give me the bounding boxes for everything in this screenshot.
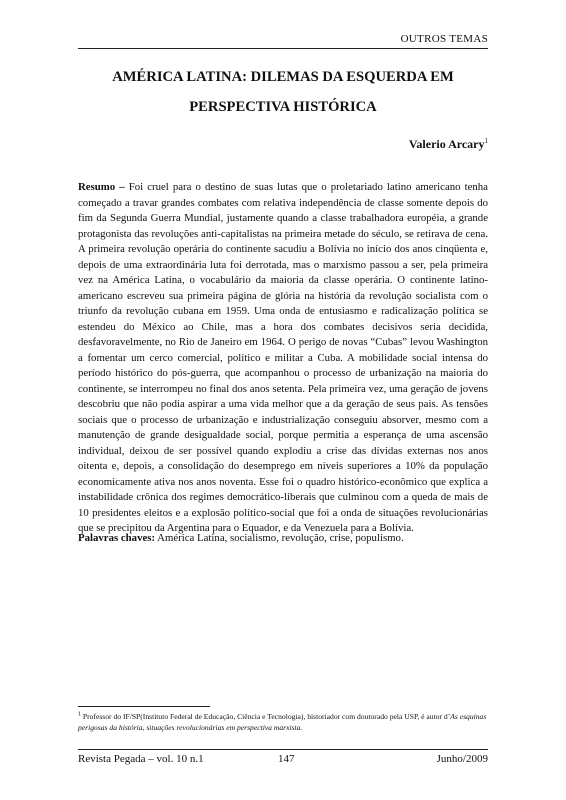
- keywords-text: América Latina, socialismo, revolução, crise, populismo.: [155, 532, 404, 544]
- keywords-label: Palavras chaves:: [78, 532, 156, 544]
- abstract: [78, 180, 488, 537]
- author-footnote-marker[interactable]: 1: [484, 137, 488, 145]
- footnote-marker: 1: [78, 711, 81, 718]
- footnote-text: Professor do IF/SP(Instituto Federal de Educação, Ciência e Tecnologia), historiador com doutorado pela USP, é autor d’: [81, 712, 451, 721]
- abstract-text: Foi cruel para o destino de suas lutas que o proletariado latino americano tenha começado a travar grandes combates com relativa independência de classe somente depois do fim da Segunda Guerra Mundial, justamente quando a classe trabalhadora européia, a grande protagonista das revoluções anti-capitalistas na primeira metade do século, se retirava de cena. A primeira revolução operária do continente sacudiu a Bolívia no início dos anos cinqüenta e, depois de uma extraordinária luta foi derrotada, mas o marxismo passou a ser, pela primeira vez na América Latina, o vocabulário da maioria da classe operária. O continente latino-americano escreveu sua primeira página de glória na história da revolução socialista com o triunfo da revolução cubana em 1959. Uma onda de entusiasmo e radicalização política se estendeu do México ao Chile, mas a hora dos combates decisivos seria decidida, desfavoravelmente, no Rio de Janeiro em 1964. O perigo de novas “Cubas” levou Washington a fomentar um cerco comercial, político e militar a Cuba. A mobilidade social intensa do período histórico do pós-guerra, que acompanhou o processo de urbanização na maioria do continente, se interrompeu no final dos anos setenta. Pela primeira vez, uma geração de jovens descobriu que não podia aspirar a uma vida melhor que a da geração de seus pais. As tensões sociais que o processo de urbanização e industrialização conseguiu absorver, mesmo com a manutenção de grande desigualdade social, porque permitia a esperança de uma ascensão individual, deixou de ser possível quando explodiu a crise das dívidas externas nos anos oitenta e, depois, a consolidação do desemprego em níveis superiores a 10% da população economicamente ativa nos anos noventa. Esse foi o quadro histórico-econômico que explica a instabilidade crônica dos regimes democrático-liberais que culminou com a queda de mais de 10 presidentes eleitos e a explosão político-social que foi a onda de situações revolucionárias que se precipitou da Argentina para o Equador, e da Venezuela para a Bolívia.: [78, 181, 488, 534]
- author-line: [409, 137, 488, 152]
- page-number: 147: [278, 753, 295, 765]
- issue-date: Junho/2009: [436, 753, 488, 765]
- footnote-rule: [78, 706, 210, 707]
- journal-name: Revista Pegada – vol. 10 n.1: [78, 753, 204, 765]
- footnote: [78, 711, 488, 733]
- header-rule: [78, 48, 488, 49]
- keywords: [78, 531, 488, 547]
- section-label: OUTROS TEMAS: [400, 33, 488, 45]
- page-footer: [78, 753, 488, 767]
- author-name: Valerio Arcary: [408, 137, 485, 151]
- footer-rule: [78, 749, 488, 750]
- footnote-book-title: As esquinas perigosas da história, situações revolucionárias em perspectiva marxista.: [78, 712, 487, 732]
- abstract-label: Resumo –: [78, 181, 125, 193]
- article-title: AMÉRICA LATINA: DILEMAS DA ESQUERDA EM PERSPECTIVA HISTÓRICA: [112, 69, 454, 115]
